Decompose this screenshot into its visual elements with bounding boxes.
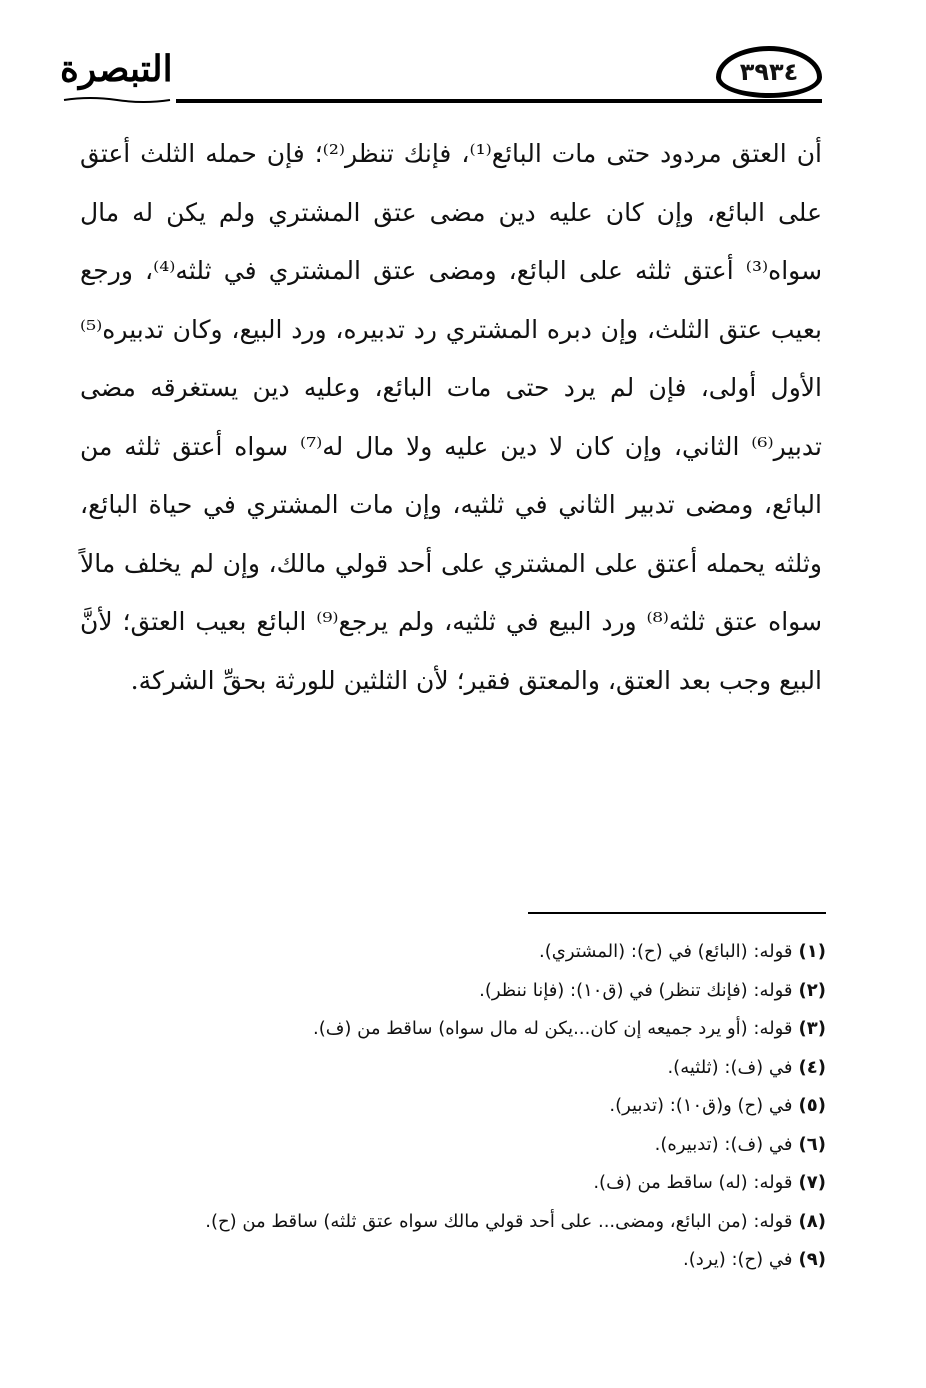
- footnote-separator: [528, 912, 826, 914]
- footnote-number: (٧): [798, 1172, 826, 1193]
- footnote-item: [80, 1164, 826, 1203]
- footnote-number: (٣): [798, 1018, 826, 1039]
- footnote-number: (٢): [798, 979, 826, 1001]
- main-text: [80, 125, 822, 710]
- footnote-number: (٤): [798, 1056, 826, 1078]
- footnote-text: قوله: (له) ساقط من (ف).: [593, 1172, 793, 1193]
- footnote-item: [80, 972, 826, 1011]
- footnote-text: في (ف): (تدبيره).: [654, 1133, 793, 1155]
- footnote-text: قوله: (من البائع، ومضى... على أحد قولي مالك سواه عتق ثلثه) ساقط من (ح).: [205, 1210, 793, 1232]
- running-title: التبصرة: [60, 48, 173, 90]
- footnote-item: [80, 1203, 826, 1242]
- footnote-text: في (ح): (يرد).: [683, 1249, 793, 1270]
- footnote-item: [80, 1049, 826, 1088]
- footnotes: [80, 933, 826, 1280]
- footnote-item: [80, 1087, 826, 1126]
- footnote-item: [80, 1126, 826, 1165]
- footnote-number: (٦): [798, 1133, 826, 1155]
- page-header: [0, 0, 926, 120]
- footnote-text: قوله: (فإنك تنظر) في (ق١٠): (فإنا ننظر).: [479, 979, 793, 1001]
- footnote-item: [80, 933, 826, 972]
- footnote-text: في (ح) و(ق١٠): (تدبير).: [609, 1095, 793, 1116]
- footnote-number: (٨): [798, 1210, 826, 1232]
- page-number: ٣٩٣٤: [716, 46, 822, 98]
- header-rule: [176, 99, 822, 103]
- footnote-item: [80, 1241, 826, 1280]
- footnote-number: (٥): [798, 1095, 826, 1116]
- footnote-text: قوله: (البائع) في (ح): (المشتري).: [539, 941, 793, 962]
- footnote-number: (١): [798, 941, 826, 962]
- footnote-text: قوله: (أو يرد جميعه إن كان...يكن له مال سواه) ساقط من (ف).: [313, 1018, 793, 1039]
- footnote-text: في (ف): (ثلثيه).: [667, 1056, 793, 1078]
- title-ornament-icon: [62, 96, 172, 104]
- footnote-number: (٩): [798, 1249, 826, 1270]
- footnote-item: [80, 1010, 826, 1049]
- body-paragraph: أن العتق مردود حتى مات البائع⁽¹⁾، فإنك تنظر⁽²⁾؛ فإن حمله الثلث أعتق على البائع، وإن كان عليه دين مضى عتق المشتري ولم يكن له مال سواه⁽³⁾ أعتق ثلثه على البائع، ومضى عتق المشتري في ثلثه⁽⁴⁾، ورجع بعيب عتق الثلث، وإن دبره المشتري رد تدبيره، ورد البيع، وكان تدبيره⁽⁵⁾ الأول أولى، فإن لم يرد حتى مات البائع، وعليه دين يستغرقه مضى تدبير⁽⁶⁾ الثاني، وإن كان لا دين عليه ولا مال له⁽⁷⁾ سواه أعتق ثلثه من البائع، ومضى تدبير الثاني في ثلثيه، وإن مات المشتري في حياة البائع، وثلثه يحمله أعتق على المشتري على أحد قولي مالك، وإن لم يخلف مالاً سواه عتق ثلثه⁽⁸⁾ ورد البيع في ثلثيه، ولم يرجع⁽⁹⁾ البائع بعيب العتق؛ لأنَّ البيع وجب بعد العتق، والمعتق فقير؛ لأن الثلثين للورثة بحقِّ الشركة.: [80, 139, 823, 695]
